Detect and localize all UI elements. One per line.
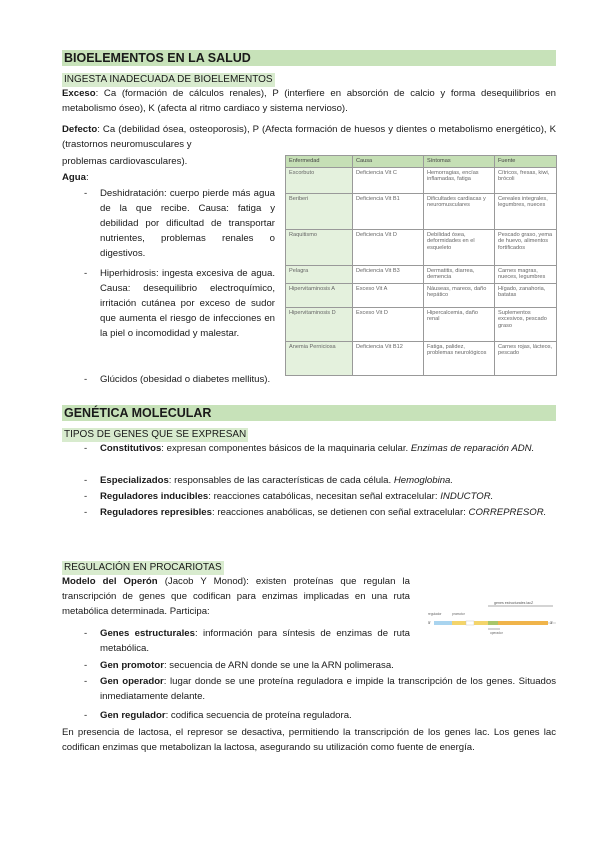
table-cell: Hemorragias, encías inflamadas, fatiga — [424, 167, 495, 193]
table-header: Enfermedad — [286, 156, 353, 168]
operon-item-label: Gen regulador — [100, 710, 166, 721]
left-label: regulador — [428, 612, 442, 616]
table-cell: Hipervitaminosis D — [286, 307, 353, 341]
section-heading-genetica: GENÉTICA MOLECULAR — [62, 405, 556, 421]
gene-type-label: Reguladores inducibles — [100, 491, 209, 502]
exceso-paragraph — [62, 86, 556, 116]
agua-item-glucidos: Glúcidos (obesidad o diabetes mellitus). — [100, 374, 271, 385]
gene-type-label: Especializados — [100, 475, 169, 486]
bullet-dash: - — [84, 443, 88, 454]
table-row — [286, 283, 557, 307]
table-header: Causa — [353, 156, 424, 168]
operon-item — [100, 708, 556, 723]
bullet-dash: - — [84, 374, 88, 385]
mid-label: promotor — [452, 612, 465, 616]
end5-label: 5' — [428, 620, 431, 625]
operon-item — [100, 626, 410, 656]
operon-item-text: : codifica secuencia de proteína reguladora. — [165, 710, 352, 721]
table-cell: Deficiencia Vit B12 — [353, 341, 424, 375]
operon-item — [100, 658, 556, 673]
operon-item-text: : secuencia de ARN donde se une la ARN polimerasa. — [163, 660, 394, 671]
table-cell: Hígado, zanahoria, batatas — [495, 283, 557, 307]
subheading-procariotas — [62, 557, 224, 575]
exceso-label: Exceso — [62, 88, 96, 99]
operon-item-text: : información para síntesis de enzimas de ruta metabólica. — [100, 628, 410, 654]
gene-type-item — [100, 505, 556, 520]
bullet-dash: - — [84, 710, 88, 721]
table-row — [286, 307, 557, 341]
table-cell: Carnes magras, nueces, legumbres — [495, 265, 557, 283]
agua-label: Agua: — [62, 172, 89, 183]
lacz-start — [488, 621, 498, 625]
operon-item — [100, 674, 556, 704]
defecto-continuation: problemas cardiovasculares). — [62, 156, 188, 167]
table-cell: Debilidad ósea, deformidades en el esqueleto — [424, 229, 495, 265]
table-cell: Fatiga, palidez, problemas neurológicos — [424, 341, 495, 375]
table-cell: Pescado graso, yema de huevo, alimentos fortificados — [495, 229, 557, 265]
table-row — [286, 193, 557, 229]
agua-item-hiperhidrosis: Hiperhidrosis: ingesta excesiva de agua. Causa: desequilibrio electroquímico, irritación cutánea por exceso de sudor que aumenta el riesgo de infecciones en la piel o incomodidad y malestar. — [100, 268, 275, 339]
table-cell: Escorbuto — [286, 167, 353, 193]
table-cell: Pelagra — [286, 265, 353, 283]
operon-label: Modelo del Operón — [62, 576, 158, 587]
structural-genes — [498, 621, 548, 625]
gene-type-text: : responsables de las características de cada célula. — [168, 475, 394, 486]
gene-type-example: CORREPRESOR. — [468, 507, 547, 518]
operon-diagram — [428, 598, 558, 644]
gene-type-item — [100, 473, 556, 488]
bullet-dash: - — [84, 268, 88, 279]
table-cell: Exceso Vit D — [353, 307, 424, 341]
table-row — [286, 341, 557, 375]
gene-type-example: Hemoglobina. — [393, 475, 454, 486]
operon-item-text: : lugar donde se une proteína reguladora e impide la transcripción de los genes. Situados inmediatamente delante. — [100, 676, 556, 702]
gene-type-example: Enzimas de reparación ADN. — [410, 443, 535, 454]
agua-item-deshidratacion: Deshidratación: cuerpo pierde más agua de la que recibe. Causa: fatiga y debilidad por dificultad de transportar nutrientes, problemas renales o digestivos. — [100, 188, 275, 259]
table-cell: Carnes rojas, lácteos, pescado — [495, 341, 557, 375]
regulator-gene — [434, 621, 452, 625]
gene-type-label: Constitutivos — [100, 443, 162, 454]
subheading-text: INGESTA INADECUADA DE BIOELEMENTOS — [64, 74, 273, 85]
operon-item-label: Gen promotor — [100, 660, 164, 671]
defecto-label: Defecto — [62, 124, 98, 135]
bullet-dash: - — [84, 628, 88, 639]
operator-segment — [474, 621, 488, 625]
subheading-text: TIPOS DE GENES QUE SE EXPRESAN — [64, 429, 247, 440]
table-cell: Beriberi — [286, 193, 353, 229]
table-cell: Deficiencia Vit B1 — [353, 193, 424, 229]
table-cell: Deficiencia Vit C — [353, 167, 424, 193]
gene-type-text: : reacciones anabólicas, se detienen con señal extracelular: — [211, 507, 469, 518]
table-cell: Cereales integrales, legumbres, nueces — [495, 193, 557, 229]
closing-paragraph: En presencia de lactosa, el represor se desactiva, permitiendo la transcripción de los genes lac. Los genes lac codifican enzimas que metabolizan la lactosa, asegurando su utilización como fuente de energía. — [62, 727, 556, 753]
bullet-dash: - — [84, 507, 88, 518]
table-cell: Náuseas, mareos, daño hepático — [424, 283, 495, 307]
table-cell: Cítricos, fresas, kiwi, brócoli — [495, 167, 557, 193]
table-cell: Hipervitaminosis A — [286, 283, 353, 307]
bullet-dash: - — [84, 660, 88, 671]
table-row — [286, 265, 557, 283]
section-heading-bioelementos: BIOELEMENTOS EN LA SALUD — [62, 50, 556, 66]
gene-type-text: : reacciones catabólicas, necesitan señal extracelular: — [208, 491, 441, 502]
subheading-tipos-genes — [62, 424, 248, 442]
subheading-text: REGULACIÓN EN PROCARIOTAS — [64, 562, 222, 573]
table-cell: Suplementos excesivos, pescado graso — [495, 307, 557, 341]
bullet-dash: - — [84, 676, 88, 687]
table-cell: Dermatitis, diarrea, demencia — [424, 265, 495, 283]
top-label: genes estructurales lacZ — [494, 601, 534, 605]
operon-item-label: Gen operador — [100, 676, 164, 687]
exceso-text: : Ca (formación de cálculos renales), P (interfiere en absorción de calcio y forma desequilibrios en metabolismo óseo), K (afecta al ritmo cardiaco y sistema nervioso). — [62, 88, 556, 114]
bullet-dash: - — [84, 491, 88, 502]
spacer-segment — [466, 621, 474, 625]
subheading-ingesta — [62, 69, 275, 87]
bullet-dash: - — [84, 475, 88, 486]
table-row — [286, 167, 557, 193]
table-header-row — [286, 156, 557, 168]
gene-type-text: : expresan componentes básicos de la maquinaria celular. — [161, 443, 411, 454]
vitamin-table — [285, 155, 557, 376]
operon-intro — [62, 574, 410, 619]
operon-item-label: Genes estructurales — [100, 628, 195, 639]
table-header: Fuente — [495, 156, 557, 168]
gene-type-example: INDUCTOR. — [440, 491, 494, 502]
end3-label: 3' — [550, 620, 553, 625]
table-cell: Anemia Perniciosa — [286, 341, 353, 375]
table-row — [286, 229, 557, 265]
bottom-label: operador — [490, 631, 503, 635]
table-cell: Deficiencia Vit D — [353, 229, 424, 265]
table-cell: Dificultades cardiacas y neuromusculares — [424, 193, 495, 229]
table-header: Síntomas — [424, 156, 495, 168]
defecto-paragraph — [62, 122, 556, 152]
table-cell: Deficiencia Vit B3 — [353, 265, 424, 283]
defecto-text: : Ca (debilidad ósea, osteoporosis), P (Afecta formación de huesos y dientes o metabolismo energético), K (trastornos neuromusculares y — [62, 124, 556, 150]
gene-type-item — [100, 489, 556, 504]
table-cell: Raquitismo — [286, 229, 353, 265]
bullet-dash: - — [84, 188, 88, 199]
gene-type-label: Reguladores represibles — [100, 507, 212, 518]
table-cell: Exceso Vit A — [353, 283, 424, 307]
table-cell: Hipercalcemia, daño renal — [424, 307, 495, 341]
promoter-segment — [452, 621, 466, 625]
operon-text: (Jacob Y Monod): existen proteínas que regulan la transcripción de genes que codifican para enzimas implicadas en una ruta metabólica determinada. Participa: — [62, 576, 410, 617]
gene-type-item — [100, 441, 556, 456]
